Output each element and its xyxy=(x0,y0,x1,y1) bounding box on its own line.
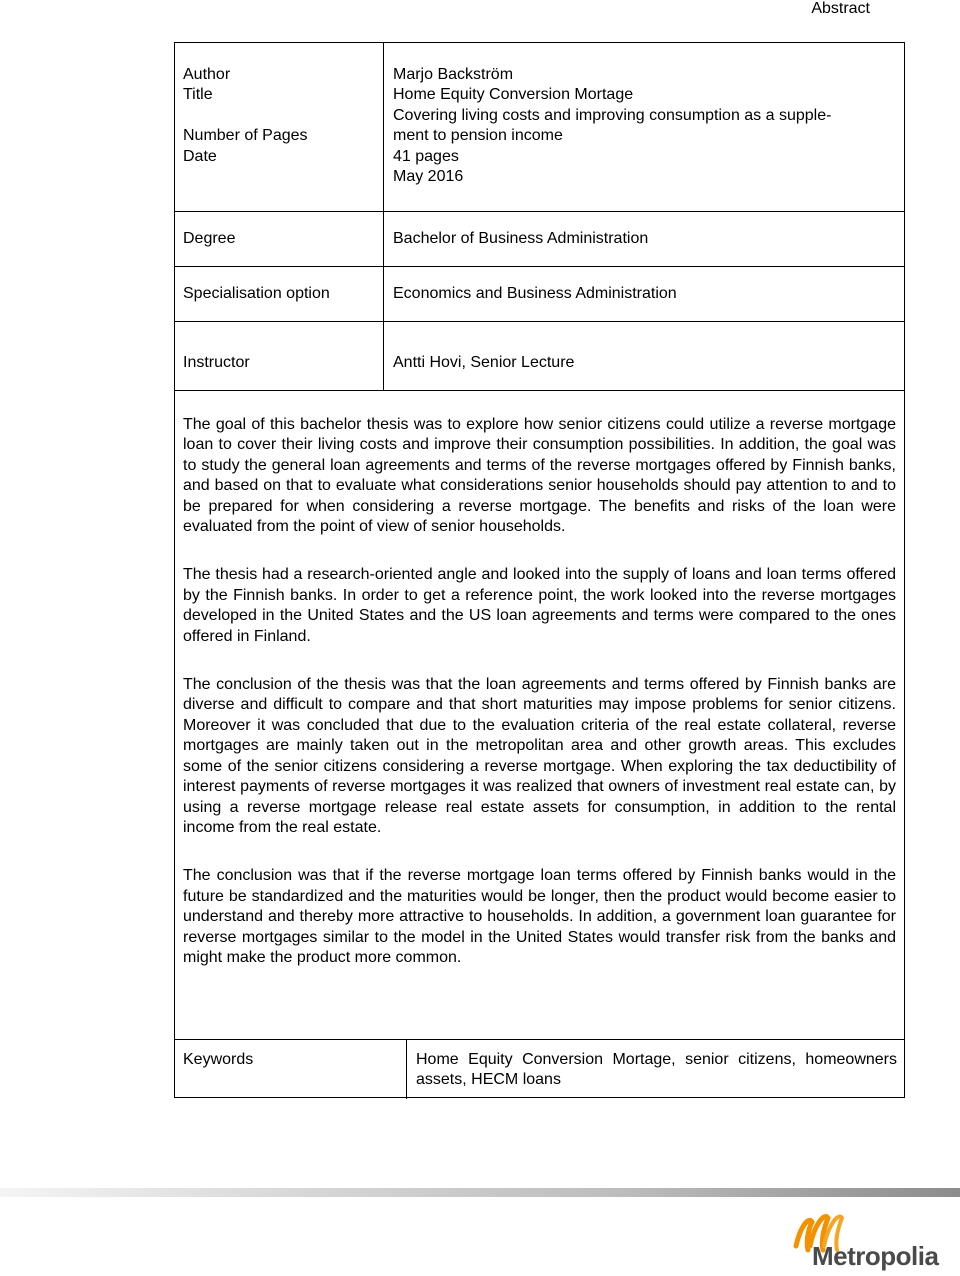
abstract-form xyxy=(174,42,905,1098)
pages-label: Number of Pages xyxy=(183,127,308,145)
keywords-value: Home Equity Conversion Mortage, senior citizens, homeowners assets, HECM loans xyxy=(416,1051,897,1089)
title-value-line1: Home Equity Conversion Mortage xyxy=(393,86,634,104)
specialisation-label: Specialisation option xyxy=(183,285,330,302)
column-divider xyxy=(383,43,384,390)
title-value-line3: ment to pension income xyxy=(393,127,563,145)
abstract-paragraph: The conclusion of the thesis was that the loan agreements and terms offered by Finnish banks are diverse and difficult to compare and that short maturities may impose problems for senior citizens. Moreover it was concluded that due to the evaluation criteria of the real estate collateral, reverse mortgages are mainly taken out in the metropolitan area and other growth areas. This excludes some of the senior citizens considering a reverse mortgage. When exploring the tax deductibility of interest payments of reverse mortgages it was realized that owners of investment real estate can, by using a reverse mortgage release real estate assets for consumption, in addition to the rental income from the real estate. xyxy=(183,676,896,836)
row-divider xyxy=(175,390,904,391)
instructor-value: Antti Hovi, Senior Lecture xyxy=(393,354,575,371)
instructor-label: Instructor xyxy=(183,354,250,371)
author-value: Marjo Backström xyxy=(393,66,514,83)
title-value-line2: Covering living costs and improving consumption as a supple- xyxy=(393,106,832,124)
footer-bar xyxy=(0,1188,960,1197)
row-divider xyxy=(175,1039,904,1040)
date-value: May 2016 xyxy=(393,167,464,185)
meta-values xyxy=(393,65,831,187)
abstract-body xyxy=(183,415,896,996)
abstract-paragraph: The thesis had a research-oriented angle and looked into the supply of loans and loan terms offered by the Finnish banks. In order to get a reference point, the work looked into the reverse mortgages developed in the United States and the US loan agreements and terms were compared to the ones offered in Finland. xyxy=(183,566,896,645)
pages-value: 41 pages xyxy=(393,147,459,165)
specialisation-value: Economics and Business Administration xyxy=(393,285,677,302)
metropolia-logo-text: Metropolia xyxy=(812,1241,939,1271)
abstract-paragraph: The goal of this bachelor thesis was to explore how senior citizens could utilize a reverse mortgage loan to cover their living costs and improve their consumption possibilities. In addition, the goal was to study the general loan agreements and terms of the reverse mortgages offered by Finnish banks, and based on that to evaluate what considerations senior households should pay attention to and to be prepared for when considering a reverse mortgage. The benefits and risks of the loan were evaluated from the point of view of senior households. xyxy=(183,416,896,536)
page-header-abstract: Abstract xyxy=(811,0,870,17)
degree-label: Degree xyxy=(183,230,236,247)
row-divider xyxy=(175,266,904,267)
degree-value: Bachelor of Business Administration xyxy=(393,230,649,247)
column-divider xyxy=(406,1039,407,1099)
title-label: Title xyxy=(183,86,213,104)
meta-labels xyxy=(183,65,308,167)
abstract-paragraph: The conclusion was that if the reverse mortgage loan terms offered by Finnish banks would in the future be standardized and the maturities would be longer, then the product would become easier to understand and thereby more attractive to households. In addition, a government loan guarantee for reverse mortgages similar to the model in the United States would transfer risk from the banks and might make the product more common. xyxy=(183,867,896,966)
row-divider xyxy=(175,321,904,322)
row-divider xyxy=(175,211,904,212)
keywords-label: Keywords xyxy=(183,1051,254,1068)
date-label: Date xyxy=(183,147,217,165)
author-label: Author xyxy=(183,66,231,83)
